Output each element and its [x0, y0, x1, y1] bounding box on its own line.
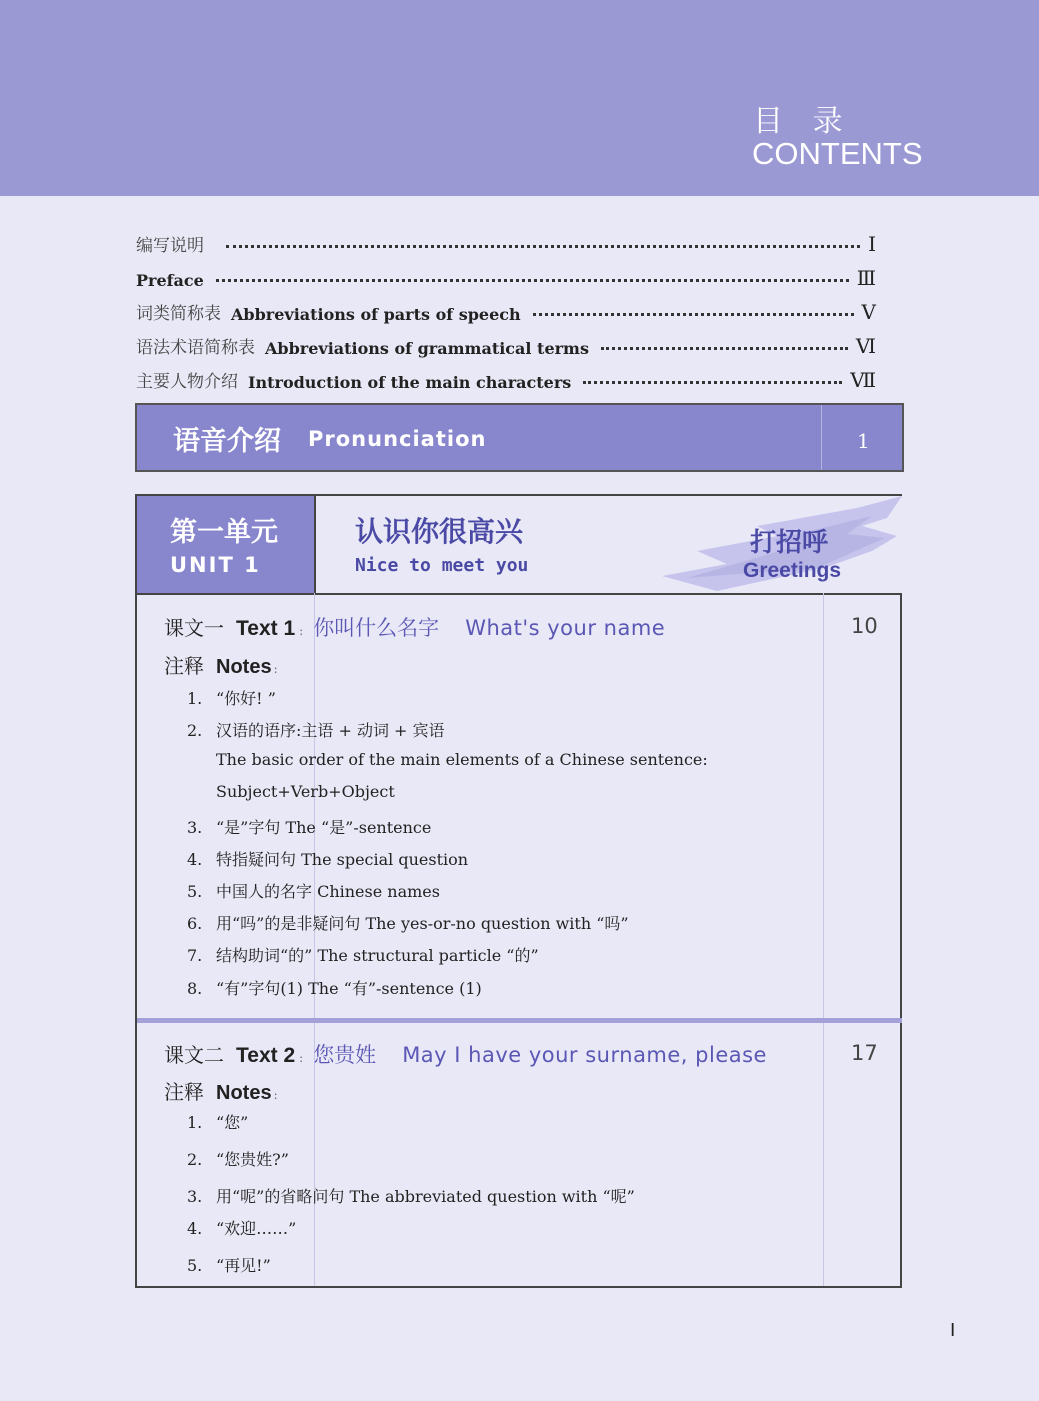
- toc-page-number: Ⅲ: [856, 266, 876, 290]
- note-number: 1.: [187, 1113, 203, 1132]
- toc-page-number: Ⅵ: [855, 334, 876, 358]
- note-text: “您贵姓?”: [216, 1150, 289, 1169]
- note-item: [187, 943, 539, 966]
- toc-entry-cn: 编写说明: [136, 236, 204, 256]
- note-number: 2.: [187, 721, 203, 740]
- note-item: [187, 911, 629, 934]
- note-item: [187, 1216, 296, 1239]
- toc-entry-en: Introduction of the main characters: [248, 373, 572, 392]
- colon: :: [273, 1088, 278, 1102]
- note-text: “再见!”: [216, 1256, 271, 1275]
- unit-title-cn: 认识你很高兴: [355, 515, 524, 548]
- toc-entry-preface[interactable]: [136, 260, 876, 290]
- notes-en: Notes: [216, 656, 272, 678]
- dot-leader: [216, 279, 849, 282]
- toc-entry-en: Abbreviations of grammatical terms: [265, 339, 589, 358]
- note-text: “欢迎……”: [216, 1219, 297, 1238]
- note-number: 7.: [187, 946, 203, 965]
- note-text: 用“呢”的省略问句 The abbreviated question with “呢”: [216, 1187, 635, 1206]
- note-text: “您”: [216, 1113, 249, 1132]
- text-title-cn: 你叫什么名字: [313, 616, 440, 640]
- note-number: 2.: [187, 1150, 203, 1169]
- toc-page-number: Ⅶ: [850, 368, 876, 392]
- notes-heading: [164, 650, 278, 679]
- toc-page-number: Ⅰ: [868, 232, 876, 256]
- unit-label-en: UNIT 1: [170, 553, 261, 577]
- note-item: [187, 847, 468, 870]
- colon: :: [299, 1051, 304, 1065]
- text-title-en: May I have your surname, please: [402, 1043, 767, 1067]
- note-item: [187, 1110, 248, 1133]
- note-item: [187, 1147, 289, 1170]
- colon: :: [273, 662, 278, 676]
- note-item: [187, 815, 431, 838]
- note-item: [187, 718, 445, 741]
- note-number: 3.: [187, 818, 203, 837]
- note-number: 5.: [187, 882, 203, 901]
- note-text: 特指疑问句 The special question: [216, 850, 469, 869]
- note-number: 6.: [187, 914, 203, 933]
- note-number: 3.: [187, 1187, 203, 1206]
- text-title-en: What's your name: [465, 616, 666, 640]
- text-1-entry[interactable]: [164, 612, 665, 642]
- unit-topic-cn: 打招呼: [750, 528, 829, 558]
- unit-topic-en: Greetings: [743, 559, 842, 582]
- unit-header: [137, 496, 902, 595]
- column-divider: [823, 593, 824, 1286]
- toc-entry-compilation-notes[interactable]: [136, 226, 876, 256]
- text-label-en: Text 2: [236, 1044, 296, 1067]
- pronunciation-section[interactable]: [135, 403, 904, 472]
- toc-entry-main-characters[interactable]: [136, 362, 876, 392]
- unit-title-en: Nice to meet you: [355, 555, 529, 576]
- unit-1-section: [135, 494, 902, 1288]
- notes-en: Notes: [216, 1082, 272, 1104]
- notes-heading: [164, 1076, 278, 1105]
- dot-leader: [533, 313, 854, 316]
- text-1-page-number: 10: [851, 614, 878, 638]
- note-item: [187, 976, 482, 999]
- note-text: “你好! ”: [216, 689, 276, 708]
- pronunciation-page-number: 1: [857, 429, 870, 453]
- text-label-cn: 课文一: [164, 616, 224, 640]
- note-number: 8.: [187, 979, 203, 998]
- toc-entry-cn: 词类简称表: [136, 304, 221, 324]
- toc-entry-en: Abbreviations of parts of speech: [231, 305, 521, 324]
- pronunciation-title-cn: 语音介绍: [173, 426, 281, 457]
- divider: [821, 405, 822, 470]
- note-item: [187, 686, 276, 709]
- toc-entry-cn: 语法术语简称表: [136, 338, 255, 358]
- toc-entry-cn: 主要人物介绍: [136, 372, 238, 392]
- colon: :: [299, 624, 304, 638]
- notes-cn: 注释: [164, 1080, 204, 1104]
- note-continuation: The basic order of the main elements of a Chinese sentence:: [216, 750, 708, 769]
- note-continuation: Subject+Verb+Object: [216, 782, 395, 801]
- note-text: 结构助词“的” The structural particle “的”: [216, 946, 539, 965]
- note-item: [187, 1184, 635, 1207]
- dot-leader: [583, 381, 842, 384]
- contents-title-en: CONTENTS: [752, 136, 923, 171]
- text-2-page-number: 17: [851, 1041, 878, 1065]
- unit-label-cn: 第一单元: [170, 517, 278, 548]
- note-text: 汉语的语序:主语 + 动词 + 宾语: [216, 721, 445, 740]
- text-title-cn: 您贵姓: [313, 1043, 377, 1067]
- note-text: 中国人的名字 Chinese names: [216, 882, 440, 901]
- toc-entry-abbrev-parts-of-speech[interactable]: [136, 294, 876, 324]
- note-text: 用“吗”的是非疑问句 The yes-or-no question with “吗”: [216, 914, 629, 933]
- note-number: 4.: [187, 850, 203, 869]
- toc-page-number: Ⅴ: [861, 300, 876, 324]
- note-number: 5.: [187, 1256, 203, 1275]
- notes-cn: 注释: [164, 654, 204, 678]
- note-item: [187, 879, 440, 902]
- text-label-en: Text 1: [236, 617, 296, 640]
- dot-leader: [226, 245, 860, 248]
- text-2-entry[interactable]: [164, 1039, 767, 1069]
- note-number: 1.: [187, 689, 203, 708]
- section-divider: [137, 1018, 902, 1023]
- note-text: “是”字句 The “是”-sentence: [216, 818, 432, 837]
- pronunciation-title-en: Pronunciation: [308, 427, 487, 451]
- dot-leader: [601, 347, 848, 350]
- page-number: Ⅰ: [950, 1320, 956, 1341]
- unit-label: [137, 496, 316, 593]
- toc-entry-abbrev-grammatical-terms[interactable]: [136, 328, 876, 358]
- toc-entry-en: Preface: [136, 271, 204, 290]
- contents-title-cn: 目 录: [753, 104, 853, 139]
- text-label-cn: 课文二: [164, 1043, 224, 1067]
- column-divider: [314, 593, 315, 1286]
- note-item: [187, 1253, 271, 1276]
- note-text: “有”字句(1) The “有”-sentence (1): [216, 979, 482, 998]
- note-number: 4.: [187, 1219, 203, 1238]
